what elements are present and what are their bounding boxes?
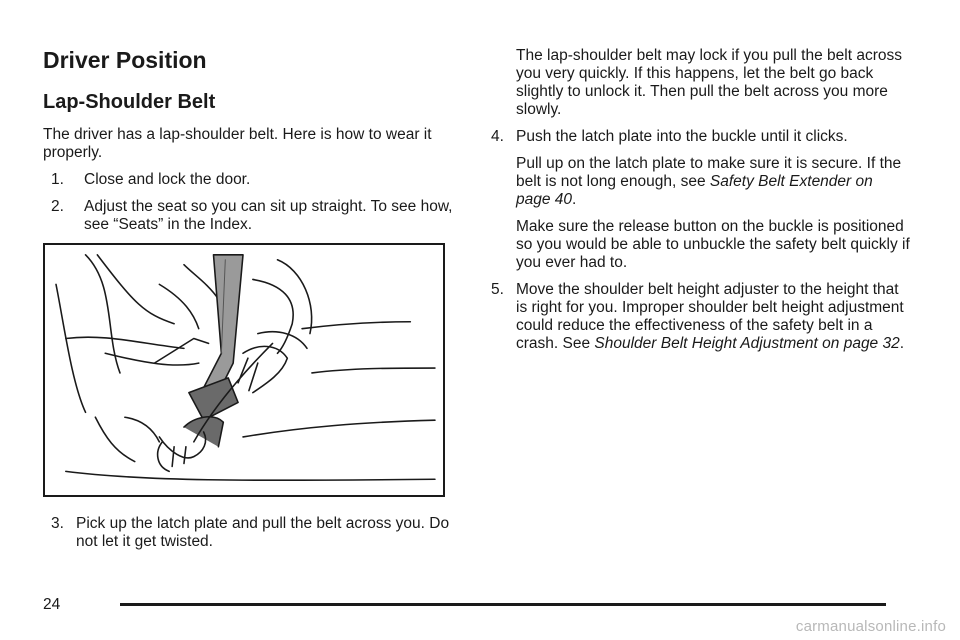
step5-end: . — [899, 335, 905, 352]
left-column-bottom — [43, 515, 453, 560]
steps-list — [43, 171, 453, 234]
step-text: Close and lock the door. — [84, 171, 251, 188]
page-title: Driver Position — [43, 47, 207, 73]
latch-check-text: Pull up on the latch plate to make sure it is secure. If the belt is not long enough, see — [516, 155, 902, 190]
seatbelt-illustration — [43, 243, 445, 497]
step-number: 5. — [491, 281, 504, 298]
latch-check-paragraph — [491, 155, 911, 209]
right-column — [491, 47, 911, 362]
step-text: Push the latch plate into the buckle until it clicks. — [516, 128, 848, 145]
page-number: 24 — [43, 596, 61, 613]
step-3 — [51, 515, 453, 551]
step-number: 3. — [51, 515, 64, 532]
step-1 — [51, 171, 453, 189]
latch-check-end: . — [572, 191, 577, 208]
step-text — [516, 281, 911, 353]
height-adjustment-reference: Shoulder Belt Height Adjustment on page 32 — [594, 335, 900, 352]
step-number: 2. — [51, 198, 64, 215]
step5-text: Move the shoulder belt height adjuster to the height that is right for you. Improper shoulder belt height adjustment could reduce the effectiveness of the safety belt in a crash. See — [516, 281, 904, 352]
intro-paragraph: The driver has a lap-shoulder belt. Here is how to wear it properly. — [43, 126, 432, 161]
section-title: Lap-Shoulder Belt — [43, 91, 216, 113]
step-number: 1. — [51, 171, 64, 188]
step-number: 4. — [491, 128, 504, 145]
step-text: Adjust the seat so you can sit up straight. To see how, see “Seats” in the Index. — [84, 198, 453, 233]
left-column — [43, 46, 453, 243]
watermark: carmanualsonline.info — [795, 618, 946, 635]
footer-rule — [120, 603, 886, 606]
step-2 — [51, 198, 453, 234]
belt-lock-paragraph: The lap-shoulder belt may lock if you pull the belt across you very quickly. If this happens, let the belt go back slightly to unlock it. Then pull the belt across you more slowly. — [516, 47, 902, 118]
belt-extender-reference: Safety Belt Extender on page 40 — [516, 173, 873, 208]
step-4 — [491, 128, 911, 146]
release-button-paragraph: Make sure the release button on the buckle is positioned so you would be able to unbuckle the safety belt quickly if you ever had to. — [516, 218, 910, 271]
step-5 — [491, 281, 911, 353]
step-text: Pick up the latch plate and pull the belt across you. Do not let it get twisted. — [76, 515, 450, 550]
